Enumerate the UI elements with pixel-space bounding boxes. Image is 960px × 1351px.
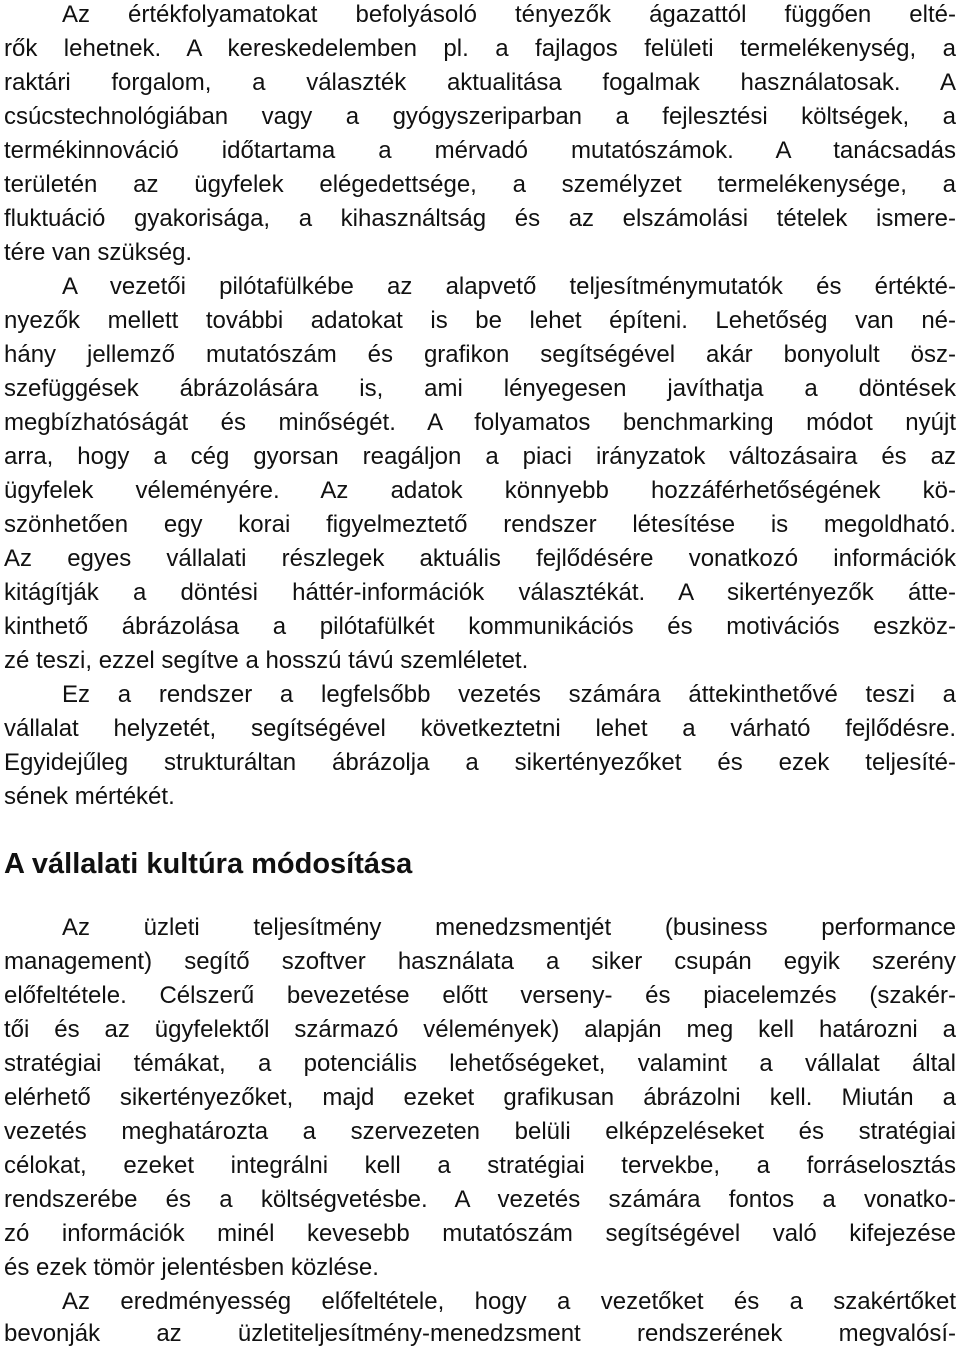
text-line: arra, hogy a cég gyorsan reagáljon a piaci irányzatok változásaira és az: [4, 443, 956, 470]
text-line: nyezők mellett további adatokat is be lehet építeni. Lehetőség van né-: [4, 307, 956, 334]
text-line: A vezetői pilótafülkébe az alapvető teljesítménymutatók és értékté-: [62, 273, 956, 300]
text-line: sének mértékét.: [4, 783, 175, 810]
text-line: rők lehetnek. A kereskedelemben pl. a fajlagos felületi termelékenység, a: [4, 35, 956, 62]
text-line: ügyfelek véleményére. Az adatok könnyebb hozzáférhetőségének kö-: [4, 477, 956, 504]
text-line: megbízhatóságát és minőségét. A folyamatos benchmarking módot nyújt: [4, 409, 956, 436]
text-line: Az eredményesség előfeltétele, hogy a vezetőket és a szakértőket: [62, 1288, 956, 1315]
text-line: területén az ügyfelek elégedettsége, a személyzet termelékenysége, a: [4, 171, 956, 198]
text-line: bevonják az üzletiteljesítmény-menedzsment rendszerének megvalósí-: [4, 1320, 956, 1347]
text-line: rendszerébe és a költségvetésbe. A vezetés számára fontos a vonatko-: [4, 1186, 956, 1213]
text-line: hány jellemző mutatószám és grafikon segítségével akár bonyolult ösz-: [4, 341, 956, 368]
text-line: szefüggések ábrázolására is, ami lényegesen javíthatja a döntések: [4, 375, 956, 402]
text-line: zé teszi, ezzel segítve a hosszú távú szemléletet.: [4, 647, 529, 674]
text-line: termékinnováció időtartama a mérvadó mutatószámok. A tanácsadás: [4, 137, 956, 164]
text-line: kinthető ábrázolása a pilótafülkét kommunikációs és motivációs eszköz-: [4, 613, 956, 640]
text-line: stratégiai témákat, a potenciális lehetőségeket, valamint a vállalat által: [4, 1050, 956, 1077]
text-line: szönhetően egy korai figyelmeztető rendszer létesítése is megoldható.: [4, 511, 956, 538]
text-line: management) segítő szoftver használata a siker csupán egyik szerény: [4, 948, 956, 975]
text-line: elérhető sikertényezőket, majd ezeket grafikusan ábrázolni kell. Miután a: [4, 1084, 956, 1111]
text-line: raktári forgalom, a választék aktualitása fogalmak használatosak. A: [4, 69, 956, 96]
text-line: tői és az ügyfelektől származó vélemények) alapján meg kell határozni a: [4, 1016, 956, 1043]
section-heading: A vállalati kultúra módosítása: [4, 848, 413, 880]
text-line: csúcstechnológiában vagy a gyógyszeriparban a fejlesztési költségek, a: [4, 103, 956, 130]
text-line: Az egyes vállalati részlegek aktuális fejlődésére vonatkozó információk: [4, 545, 956, 572]
text-line: előfeltétele. Célszerű bevezetése előtt verseny- és piacelemzés (szakér-: [4, 982, 956, 1009]
text-line: kitágítják a döntési háttér-információk választékát. A sikertényezők átte-: [4, 579, 956, 606]
text-line: zó információk minél kevesebb mutatószám segítségével való kifejezése: [4, 1220, 956, 1247]
text-line: Ez a rendszer a legfelsőbb vezetés számára áttekinthetővé teszi a: [62, 681, 956, 708]
text-line: Az értékfolyamatokat befolyásoló tényezők ágazattól függően elté-: [62, 1, 956, 28]
text-line: vállalat helyzetét, segítségével következtetni lehet a várható fejlődésre.: [4, 715, 956, 742]
text-line: Az üzleti teljesítmény menedzsmentjét (business performance: [62, 914, 956, 941]
text-line: vezetés meghatározta a szervezeten belüli elképzeléseket és stratégiai: [4, 1118, 956, 1145]
text-line: Egyidejűleg strukturáltan ábrázolja a sikertényezőket és ezek teljesíté-: [4, 749, 956, 776]
text-line: fluktuáció gyakorisága, a kihasználtság és az elszámolási tételek ismere-: [4, 205, 956, 232]
text-line: célokat, ezeket integrálni kell a stratégiai tervekbe, a forráselosztás: [4, 1152, 956, 1179]
text-line: és ezek tömör jelentésben közlése.: [4, 1254, 379, 1281]
text-line: tére van szükség.: [4, 239, 193, 266]
